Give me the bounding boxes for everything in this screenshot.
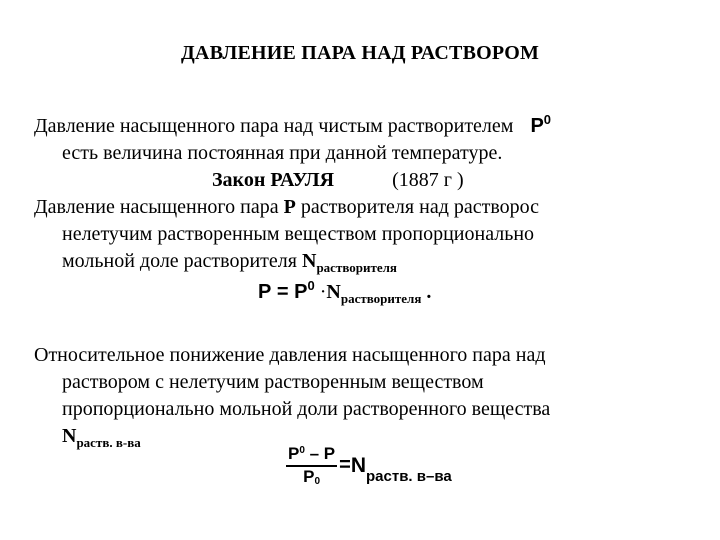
formula-dot: ·	[319, 281, 327, 303]
p0-symbol: $P^0$	[530, 112, 552, 137]
text-run: Давление насыщенного пара	[34, 196, 279, 218]
paragraph-line: пропорционально мольной доли растворенного вещества	[62, 398, 551, 420]
page-title: ДАВЛЕНИЕ ПАРА НАД РАСТВОРОМ	[180, 42, 540, 64]
p-symbol: Р	[283, 196, 296, 218]
paragraph-pure-solvent	[34, 106, 674, 194]
text-run: растворителя над растворос	[300, 196, 540, 218]
paragraph-line: нелетучим растворенным веществом пропорционально	[62, 223, 535, 245]
formula-lhs: Р = Р	[258, 281, 308, 303]
raoult-formula	[258, 278, 431, 307]
paragraph-line	[34, 248, 674, 281]
text-run: Давление насыщенного пара над чистым растворителем	[34, 115, 514, 137]
law-heading	[34, 167, 674, 194]
paragraph-line: раствором с нелетучим растворенным веществом	[62, 371, 484, 393]
paragraph-line: есть величина постоянная при данной температуре.	[62, 142, 503, 164]
paragraph-line: Относительное понижение давления насыщенного пара над	[34, 344, 546, 366]
law-name: Закон РАУЛЯ	[212, 169, 335, 191]
paragraph-line	[34, 106, 674, 140]
text-run: мольной доле растворителя	[62, 250, 297, 272]
formula-n: N	[350, 453, 367, 477]
formula-end: .	[426, 281, 432, 303]
paragraph-raoult	[34, 194, 674, 281]
n-symbol: N	[301, 250, 317, 272]
paragraph-line	[34, 194, 674, 221]
equals-sign: =	[339, 454, 351, 476]
n-subscript: раств. в-ва	[76, 435, 141, 450]
formula-sup: 0	[307, 278, 315, 293]
fraction	[286, 444, 337, 487]
paragraph-relative-lowering	[34, 342, 674, 456]
formula-subscript: растворителя	[340, 291, 422, 306]
fraction-numerator: $P^0$ – P	[288, 444, 336, 463]
relative-lowering-formula	[286, 444, 452, 487]
fraction-denominator: P0	[303, 467, 321, 487]
law-year: (1887 г )	[392, 169, 464, 191]
n-symbol: N	[62, 425, 77, 447]
formula-subscript: раств. в–ва	[366, 468, 452, 485]
n-subscript: растворителя	[316, 260, 397, 275]
formula-n: N	[326, 281, 341, 303]
